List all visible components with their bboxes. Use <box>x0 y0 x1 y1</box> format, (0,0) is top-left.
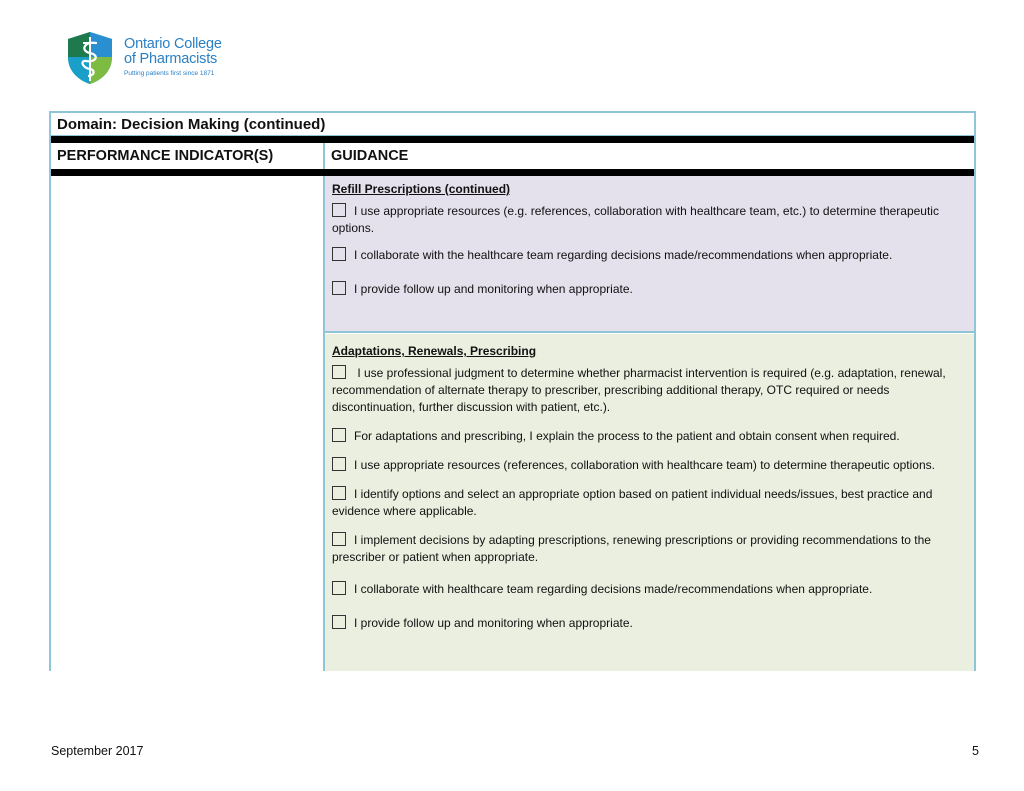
checkbox[interactable] <box>332 457 346 471</box>
header-performance-indicators: PERFORMANCE INDICATOR(S) <box>57 148 274 164</box>
item-text: I collaborate with healthcare team regarding decisions made/recommendations when appropriate. <box>354 582 873 596</box>
checklist-item <box>332 365 966 416</box>
section-refill-prescriptions <box>325 176 974 333</box>
item-text: I provide follow up and monitoring when appropriate. <box>354 616 633 630</box>
item-text: I use professional judgment to determine whether pharmacist intervention is required (e.g. adaptation, renewal, recommendation of alternate therapy to prescriber, prescribing additional therapy, OTC required or needs discontinuation, further discussion with patient, etc.). <box>332 366 946 414</box>
ocp-logo <box>66 31 236 87</box>
domain-title: Domain: Decision Making (continued) <box>57 116 326 133</box>
checklist-item <box>332 532 966 566</box>
page-number: 5 <box>972 744 979 758</box>
header-guidance: GUIDANCE <box>331 148 409 164</box>
checklist-item <box>332 615 966 632</box>
divider-bar <box>51 169 974 176</box>
shield-caduceus-icon <box>66 31 114 85</box>
checklist-item <box>332 486 966 520</box>
checkbox[interactable] <box>332 247 346 261</box>
logo-tagline: Putting patients first since 1871 <box>124 70 215 77</box>
footer-date: September 2017 <box>51 744 144 758</box>
section-title: Refill Prescriptions (continued) <box>332 182 511 196</box>
item-text: I use appropriate resources (e.g. references, collaboration with healthcare team, etc.) to determine therapeutic options. <box>332 204 939 235</box>
item-text: For adaptations and prescribing, I explain the process to the patient and obtain consent when required. <box>354 429 900 443</box>
logo-name-line2: of Pharmacists <box>124 51 218 67</box>
guidance-table <box>49 111 976 671</box>
checkbox[interactable] <box>332 203 346 217</box>
section-adaptations-renewals-prescribing <box>325 334 974 671</box>
item-text: I provide follow up and monitoring when appropriate. <box>354 282 633 296</box>
section-title: Adaptations, Renewals, Prescribing <box>332 344 537 358</box>
checkbox[interactable] <box>332 615 346 629</box>
checkbox[interactable] <box>332 486 346 500</box>
checklist-item <box>332 203 966 237</box>
domain-row <box>51 113 974 136</box>
header-column-divider <box>323 143 325 169</box>
checkbox[interactable] <box>332 428 346 442</box>
checkbox[interactable] <box>332 581 346 595</box>
item-text: I identify options and select an appropriate option based on patient individual needs/issues, best practice and evidence where applicable. <box>332 487 933 518</box>
checklist-item <box>332 247 966 264</box>
divider-bar <box>51 136 974 143</box>
performance-indicator-cell <box>51 176 323 671</box>
item-text: I collaborate with the healthcare team regarding decisions made/recommendations when appropriate. <box>354 248 893 262</box>
checklist-item <box>332 457 966 474</box>
checkbox[interactable] <box>332 365 346 379</box>
item-text: I implement decisions by adapting prescriptions, renewing prescriptions or providing recommendations to the prescriber or patient when appropriate. <box>332 533 931 564</box>
checkbox[interactable] <box>332 532 346 546</box>
checklist-item <box>332 581 966 598</box>
item-text: I use appropriate resources (references, collaboration with healthcare team) to determine therapeutic options. <box>354 458 935 472</box>
checkbox[interactable] <box>332 281 346 295</box>
header-row <box>51 143 974 168</box>
checklist-item <box>332 428 966 445</box>
checklist-item <box>332 281 966 298</box>
logo-name-line1: Ontario College <box>124 36 222 52</box>
